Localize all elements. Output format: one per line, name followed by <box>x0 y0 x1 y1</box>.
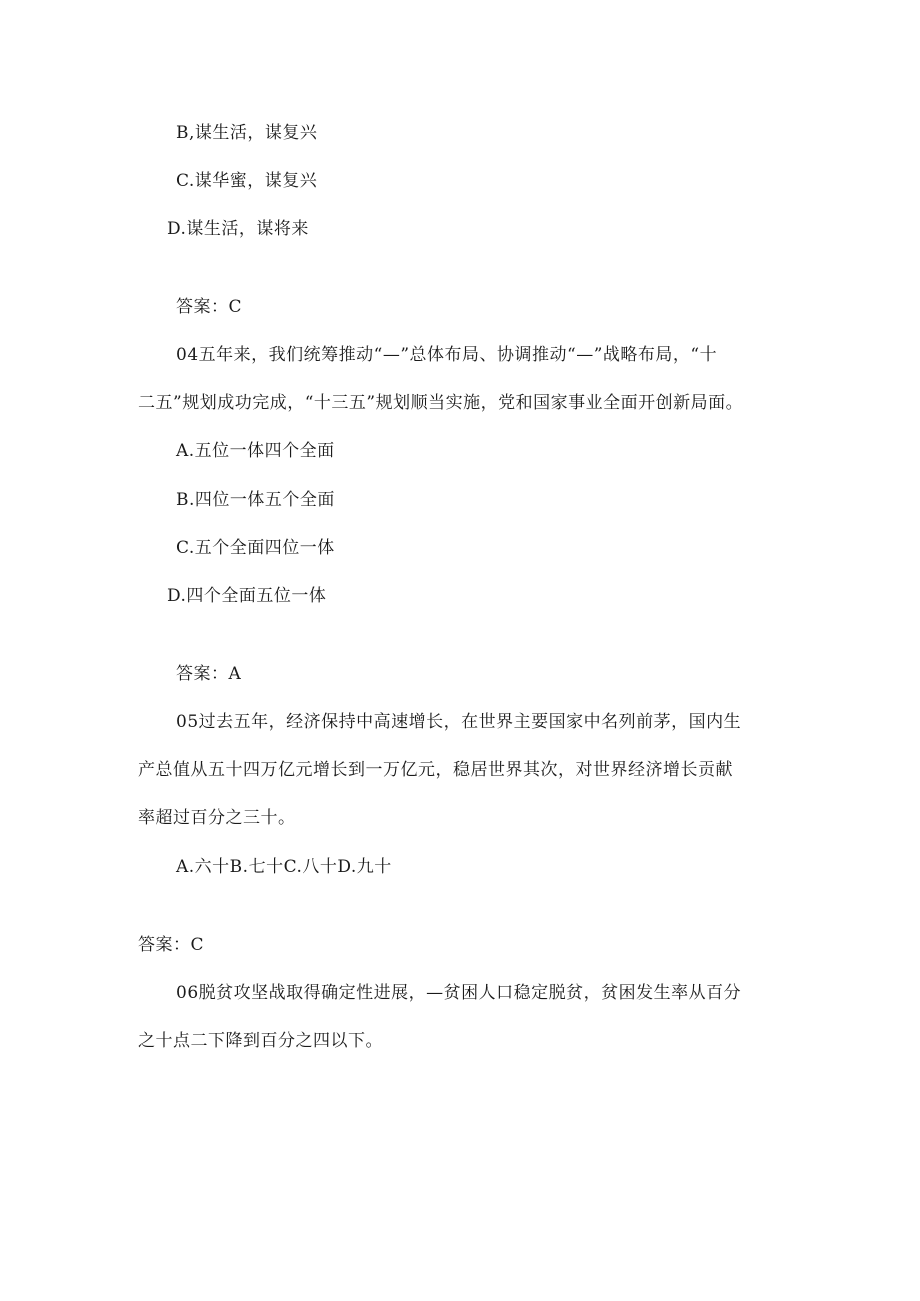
q04-answer: 答案：A <box>176 664 242 684</box>
q04-option-a: A.五位一体四个全面 <box>176 441 335 461</box>
q06-stem-line-2: 之十点二下降到百分之四以下。 <box>138 1031 383 1051</box>
q03-option-b: B,谋生活，谋复兴 <box>176 123 318 143</box>
q04-option-b: B.四位一体五个全面 <box>176 490 335 510</box>
q05-stem-line-1: 05过去五年，经济保持中高速增长，在世界主要国家中名列前茅，国内生 <box>176 712 742 732</box>
q04-stem-line-1: 04五年来，我们统筹推动“—”总体布局、协调推动“—”战略布局，“十 <box>176 345 718 365</box>
q04-stem-line-2: 二五”规划成功完成，“十三五”规划顺当实施，党和国家事业全面开创新局面。 <box>138 393 744 413</box>
q03-option-c: C.谋华蜜，谋复兴 <box>176 171 318 191</box>
q03-answer: 答案：C <box>176 297 243 317</box>
q05-options: A.六十B.七十C.八十D.九十 <box>176 857 392 877</box>
q05-stem-line-3: 率超过百分之三十。 <box>138 808 296 828</box>
q04-option-d: D.四个全面五位一体 <box>167 586 327 606</box>
q03-option-d: D.谋生活，谋将来 <box>167 219 309 239</box>
q05-answer: 答案：C <box>138 935 205 955</box>
q06-stem-line-1: 06脱贫攻坚战取得确定性进展，—贫困人口稳定脱贫，贫困发生率从百分 <box>176 983 742 1003</box>
q05-stem-line-2: 产总值从五十四万亿元增长到一万亿元，稳居世界其次，对世界经济增长贡献 <box>138 760 733 780</box>
q04-option-c: C.五个全面四位一体 <box>176 538 335 558</box>
